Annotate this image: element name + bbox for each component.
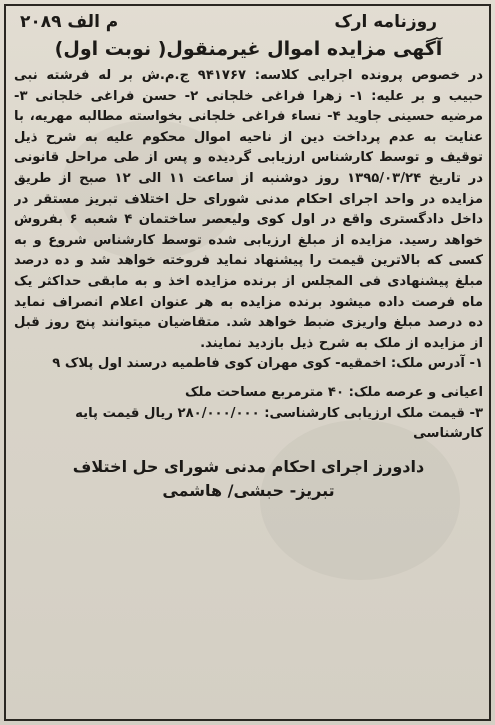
- ad-body: [14, 66, 483, 354]
- ad-body-paragraph: در خصوص پرونده اجرایی کلاسه: ۹۴۱۷۶۷ ج.م.ش بر له فرشته نبی حبیب و بر علیه: ۱- زهرا فراغی خلجانی ۲- حسن فراغی خلجانی ۳- مرضیه حسینی جاوید ۴- نساء فراغی خلجانی بخواسته مطالبه مهریه، با عنایت به عدم پرداخت دین از ناحیه اموال محکوم علیه به شرح ذیل توقیف و توسط کارشناس ارزیابی گردیده و پس از طی مراحل قانونی در تاریخ ۱۳۹۵/۰۳/۲۴ روز دوشنبه از ساعت ۱۱ الی ۱۲ صبح از طریق مزایده در واحد اجرای احکام مدنی شورای حل اختلاف تبریز مستقر در داخل دادگستری واقع در اول کوی ولیعصر ساختمان ۴ شعبه ۶ بفروش خواهد رسید. مزایده از مبلغ ارزیابی شده توسط کارشناس شروع و به کسی که بالاترین قیمت را پیشنهاد نماید فروخته خواهد شد و ده درصد مبلغ پیشنهادی فی المجلس از برنده مزایده اخذ و به مابقی حداکثر یک ماه فرصت داده میشود برنده مزایده به هر عنوان اعلام انصراف نماید ده درصد مبلغ واریزی ضبط خواهد شد. متقاضیان میتوانند پنج روز قبل از مزایده از ملک به شرح ذیل بازدید نمایند.: [14, 68, 483, 351]
- signature-names: تبریز- حبشی/ هاشمی: [162, 480, 335, 500]
- newspaper-name: روزنامه ارک: [334, 12, 437, 32]
- signature-block: [14, 455, 483, 503]
- property-price: ۳- قیمت ملک ارزیابی کارشناسی: ۲۸۰/۰۰۰/۰۰۰ ریال قیمت پایه کارشناسی: [75, 405, 483, 442]
- signature-office: دادورز اجرای احکام مدنی شورای حل اختلاف: [72, 456, 425, 476]
- ad-content: [14, 10, 483, 717]
- ad-title: آگهی مزایده اموال غیرمنقول( نوبت اول): [54, 38, 443, 60]
- header-row: [14, 10, 483, 34]
- property-area: اعیانی و عرصه ملک: ۴۰ مترمربع مساحت ملک: [184, 384, 483, 400]
- property-address: ۱- آدرس ملک: اخمقیه- کوی مهران کوی فاطمیه درسند اول پلاک ۹: [52, 356, 483, 372]
- issue-number: م الف ۲۰۸۹: [20, 12, 119, 32]
